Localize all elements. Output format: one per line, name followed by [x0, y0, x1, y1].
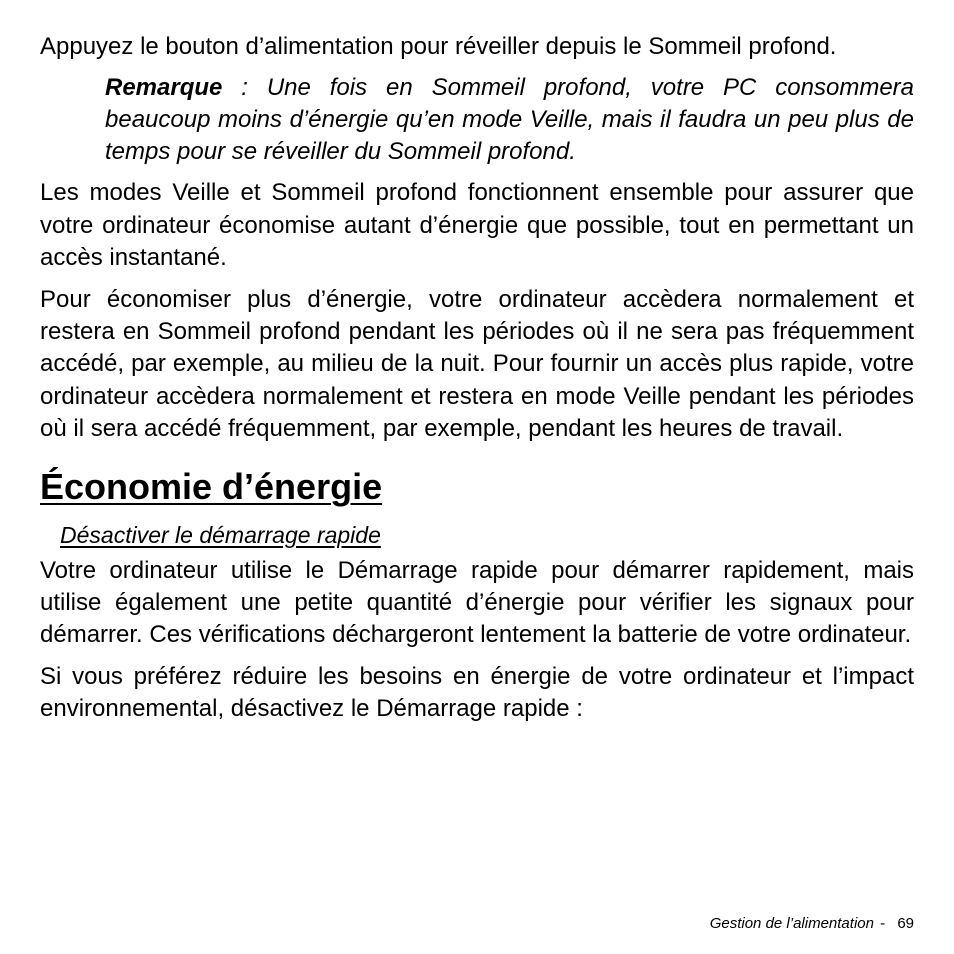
footer-separator: - [880, 915, 886, 932]
subsection-title: Désactiver le démarrage rapide [60, 521, 381, 548]
paragraph-sleep-modes: Les modes Veille et Sommeil profond fonctionnent ensemble pour assurer que votre ordinateur économise autant d’énergie que possible, tout en permettant un accès instantané. [40, 179, 914, 272]
section-title: Économie d’énergie [40, 465, 383, 507]
paragraph-disable-fast-startup: Si vous préférez réduire les besoins en énergie de votre ordinateur et l’impact environnemental, désactivez le Démarrage rapide : [40, 662, 914, 723]
document-page [40, 31, 914, 735]
footer-page-number: 69 [897, 915, 914, 932]
note-block [105, 72, 914, 168]
paragraph-wake-from-deep-sleep: Appuyez le bouton d’alimentation pour réveiller depuis le Sommeil profond. [40, 33, 837, 60]
footer-chapter: Gestion de l’alimentation [709, 915, 874, 932]
paragraph-energy-saving: Pour économiser plus d’énergie, votre ordinateur accèdera normalement et restera en Sommeil profond pendant les périodes où il ne sera pas fréquemment accédé, par exemple, au milieu de la nuit. Pour fournir un accès plus rapide, votre ordinateur accèdera normalement et restera en mode Veille pendant les périodes où il sera accédé fréquemment, par exemple, pendant les heures de travail. [40, 285, 914, 443]
note-text: : Une fois en Sommeil profond, votre PC consommera beaucoup moins d’énergie qu’en mode Veille, mais il faudra un peu plus de temps pour se réveiller du Sommeil profond. [105, 74, 914, 166]
page-footer [710, 915, 914, 932]
note-label: Remarque [105, 74, 223, 102]
paragraph-fast-startup: Votre ordinateur utilise le Démarrage rapide pour démarrer rapidement, mais utilise également une petite quantité d’énergie pour vérifier les signaux pour démarrer. Ces vérifications déchargeront lentement la batterie de votre ordinateur. [40, 556, 914, 649]
